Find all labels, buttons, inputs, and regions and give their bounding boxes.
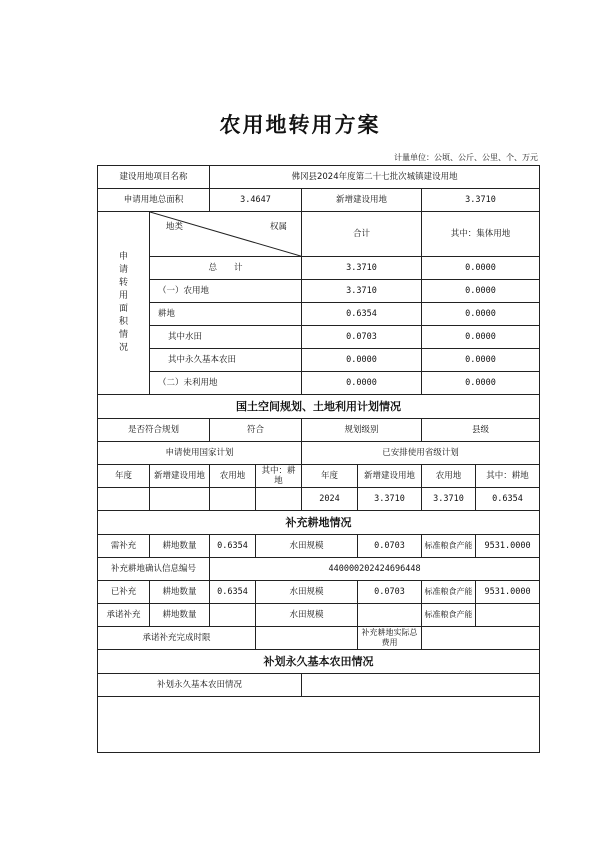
basic-farmland-value [302,674,540,697]
promise-supplement-row [98,604,540,627]
basic-farmland-label: 补划永久基本农田情况 [98,674,302,697]
plan-type-row [98,442,540,465]
conversion-table [97,165,540,753]
grain-capacity-label: 标准粮食产能 [422,604,476,627]
compliance-label: 是否符合规划 [98,419,210,442]
paddy-scale-label: 水田规模 [256,581,358,604]
plan-value [150,488,210,511]
project-name-label: 建设用地项目名称 [98,166,210,189]
need-farmland-value: 0.6354 [210,535,256,558]
plan-value: 3.3710 [422,488,476,511]
table-row [98,303,540,326]
row-total: 0.0000 [302,372,422,395]
supplement-section-row [98,511,540,535]
farmland-qty-label: 耕地数量 [150,535,210,558]
plan-col-header: 年度 [98,465,150,488]
farmland-qty-label: 耕地数量 [150,604,210,627]
col-total: 合计 [302,212,422,257]
diagonal-header-cell [150,212,302,257]
paddy-scale-label: 水田规模 [256,535,358,558]
diagonal-line [150,212,302,257]
table-row [98,326,540,349]
national-plan-label: 申请使用国家计划 [98,442,302,465]
plan-col-header: 农用地 [210,465,256,488]
table-row [98,280,540,303]
table-row [98,349,540,372]
total-area-value: 3.4647 [210,189,302,212]
promise-grain-value [476,604,540,627]
need-label: 需补充 [98,535,150,558]
compliance-value: 符合 [210,419,302,442]
paddy-scale-label: 水田规模 [256,604,358,627]
grain-capacity-label: 标准粮食产能 [422,535,476,558]
row-label: 其中永久基本农田 [150,349,302,372]
promise-paddy-value [358,604,422,627]
basic-farmland-row [98,674,540,697]
plan-col-header: 新增建设用地 [150,465,210,488]
page-title: 农用地转用方案 [219,112,381,137]
actual-cost-value [422,627,540,650]
plan-col-header: 其中：耕地 [476,465,540,488]
measurement-units: 计量单位：公顷、公斤、公里、个、万元 [394,153,538,162]
total-area-row [98,189,540,212]
conversion-form [97,165,540,753]
total-area-label: 申请用地总面积 [98,189,210,212]
plan-values-row [98,488,540,511]
application-side-label: 申请转用面积情况 [98,212,150,395]
plan-col-header: 年度 [302,465,358,488]
basic-farmland-section-title: 补划永久基本农田情况 [98,650,540,674]
provincial-plan-label: 已安排使用省级计划 [302,442,540,465]
blank-notes-area [98,697,540,753]
row-collective: 0.0000 [422,257,540,280]
row-label: （一）农用地 [150,280,302,303]
deadline-label: 承诺补充完成时限 [98,627,256,650]
promise-label: 承诺补充 [98,604,150,627]
plan-value: 0.6354 [476,488,540,511]
need-paddy-value: 0.0703 [358,535,422,558]
row-collective: 0.0000 [422,303,540,326]
plan-value: 3.3710 [358,488,422,511]
col-ownership: 权属 [270,222,288,232]
done-paddy-value: 0.0703 [358,581,422,604]
farmland-qty-label: 耕地数量 [150,581,210,604]
done-grain-value: 9531.0000 [476,581,540,604]
col-land-type: 地类 [166,222,184,232]
project-name-row [98,166,540,189]
row-label: 总 计 [150,257,302,280]
planning-compliance-row [98,419,540,442]
row-label: 其中水田 [150,326,302,349]
new-land-label: 新增建设用地 [302,189,422,212]
done-label: 已补充 [98,581,150,604]
actual-cost-label: 补充耕地实际总费用 [358,627,422,650]
need-supplement-row [98,535,540,558]
col-collective: 其中：集体用地 [422,212,540,257]
plan-col-header: 农用地 [422,465,476,488]
confirm-number-label: 补充耕地确认信息编号 [98,558,210,581]
row-collective: 0.0000 [422,349,540,372]
blank-area-row [98,697,540,753]
row-total: 0.0703 [302,326,422,349]
planning-section-title: 国土空间规划、土地利用计划情况 [98,395,540,419]
application-header-row [98,212,540,257]
row-total: 0.6354 [302,303,422,326]
supplement-section-title: 补充耕地情况 [98,511,540,535]
row-total: 3.3710 [302,257,422,280]
promise-farmland-value [210,604,256,627]
plan-col-header: 其中：耕地 [256,465,302,488]
confirm-number-value: 440000202424696448 [210,558,540,581]
done-supplement-row [98,581,540,604]
deadline-value [256,627,358,650]
row-total: 0.0000 [302,349,422,372]
plan-value: 2024 [302,488,358,511]
grain-capacity-label: 标准粮食产能 [422,581,476,604]
row-total: 3.3710 [302,280,422,303]
plan-value [210,488,256,511]
need-grain-value: 9531.0000 [476,535,540,558]
plan-level-label: 规划级别 [302,419,422,442]
done-farmland-value: 0.6354 [210,581,256,604]
table-row [98,257,540,280]
deadline-row [98,627,540,650]
new-land-value: 3.3710 [422,189,540,212]
confirm-number-row [98,558,540,581]
plan-columns-row [98,465,540,488]
basic-farmland-section-row [98,650,540,674]
row-collective: 0.0000 [422,372,540,395]
project-name-value: 佛冈县2024年度第二十七批次城镇建设用地 [210,166,540,189]
table-row [98,372,540,395]
planning-section-row [98,395,540,419]
plan-value [98,488,150,511]
row-label: 耕地 [150,303,302,326]
row-collective: 0.0000 [422,280,540,303]
row-collective: 0.0000 [422,326,540,349]
plan-col-header: 新增建设用地 [358,465,422,488]
plan-value [256,488,302,511]
plan-level-value: 县级 [422,419,540,442]
row-label: （二）未利用地 [150,372,302,395]
